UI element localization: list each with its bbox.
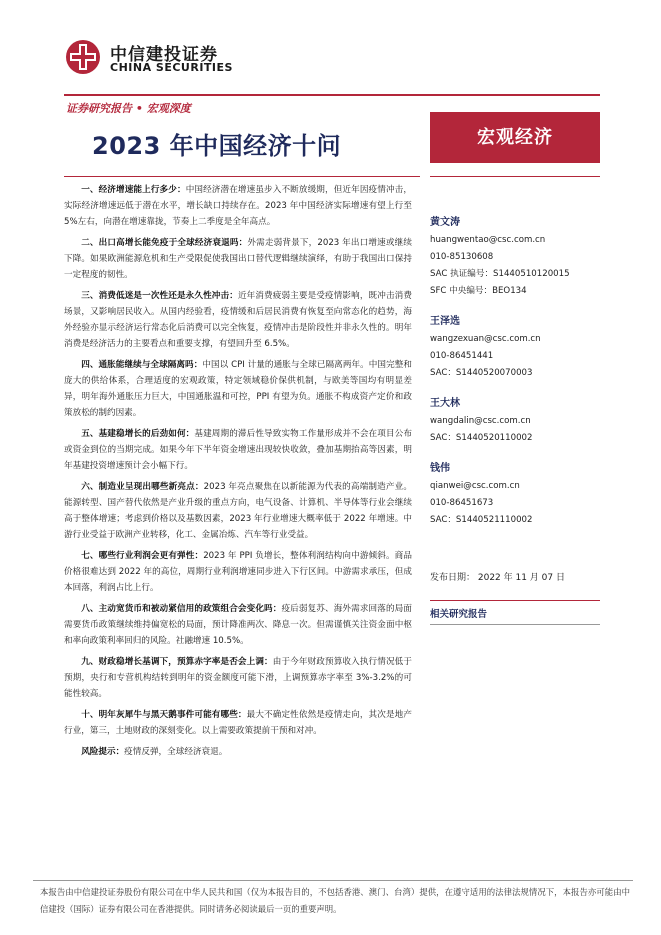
related-reports-heading: 相关研究报告 [430, 609, 488, 620]
summary-paragraph [64, 235, 412, 283]
author-name: 王泽选 [430, 316, 460, 327]
paragraph-body: 近年消费疲弱主要是受疫情影响，既冲击消费场景，又影响居民收入。从国内经验看，疫情缓和后居民消费有恢复至向常态化的趋势，海外经验亦显示经济运行常态化后消费可以完全恢复，疫情冲击是阶段性并非永久性的。明年消费是经济活力的主要看点和重要支撑，有望回升至 6.5%。 [64, 291, 412, 349]
paragraph-body: 中国经济潜在增速虽步入不断放缓期，但近年因疫情冲击，实际经济增速远低于潜在水平，增长缺口持续存在。2023 年中国经济实际增速有望上行至 5%左右，向潜在增速靠拢，节奏上二季度是全年高点。 [64, 185, 412, 227]
paragraph-body: 最大不确定性依然是疫情走向，其次是地产行业，第三，土地财政的深刻变化。以上需要政策提前干预和对冲。 [64, 710, 412, 736]
header-divider [64, 94, 600, 96]
paragraph-lead: 十、明年灰犀牛与黑天鹅事件可能有哪些： [81, 710, 247, 720]
author-email[interactable]: huangwentao@csc.com.cn [430, 235, 546, 245]
author-sfc: SFC 中央编号：BEO134 [430, 286, 527, 296]
author-sac: SAC 执证编号：S1440510120015 [430, 269, 570, 279]
logo-mark-icon [64, 38, 102, 76]
paragraph-body: 由于今年财政预算收入执行情况低于预期，央行和专营机构结转到明年的资金额度可能下滑，上调预算赤字率至 3%-3.2%的可能性较高。 [64, 657, 412, 699]
paragraph-lead: 三、消费低迷是一次性还是永久性冲击： [81, 291, 238, 301]
paragraph-lead: 四、通胀能继续与全球隔离吗： [81, 360, 203, 370]
footer-divider [33, 880, 633, 881]
company-logo [64, 38, 254, 78]
author-sac: SAC：S1440520070003 [430, 368, 533, 378]
content-divider [64, 176, 420, 177]
author-name: 王大林 [430, 398, 460, 409]
author-phone: 010-86451673 [430, 498, 494, 508]
sidebar-divider [430, 176, 600, 177]
summary-paragraph [64, 288, 412, 352]
author-phone: 010-85130608 [430, 252, 494, 262]
paragraph-body: 中国以 CPI 计量的通胀与全球已隔离两年。中国完整和庞大的供给体系，合理适度的宏观政策，特定领域稳价保供机制，与欧美等国均有明显差异，明年海外通胀压力巨大，中国通胀温和可控，PPI 有望为负。通胀不构成资产定价和政策放松的制约因素。 [64, 360, 412, 418]
author-email[interactable]: qianwei@csc.com.cn [430, 481, 520, 491]
summary-content [64, 182, 412, 765]
category-banner [430, 112, 600, 163]
author-sac: SAC：S1440521110002 [430, 515, 533, 525]
disclaimer-footer: 本报告由中信建投证券股份有限公司在中华人民共和国（仅为本报告目的，不包括香港、澳门、台湾）提供，在遵守适用的法律法规情况下，本报告亦可能由中信建投（国际）证券有限公司在香港提供。同时请务必阅读最后一页的重要声明。 [40, 887, 630, 914]
summary-paragraph [64, 357, 412, 421]
paragraph-lead: 七、哪些行业利润会更有弹性： [81, 551, 204, 561]
author-email[interactable]: wangzexuan@csc.com.cn [430, 334, 541, 344]
author-card [430, 460, 600, 529]
paragraph-lead: 一、经济增速能上行多少： [81, 185, 186, 195]
related-divider-top [430, 600, 600, 601]
paragraph-body: 2023 年亮点聚焦在以新能源为代表的高端制造产业。能源转型、国产替代依然是产业升级的重点方向，电气设备、计算机、半导体等行业会继续高于整体增速；考虑到价格以及基数因素，2023 年行业增速大概率低于 2022 年增速。中游行业受益于欧洲产业转移，化工、金属冶炼、汽车等行业受益。 [64, 482, 412, 540]
author-sac: SAC：S1440520110002 [430, 433, 533, 443]
paragraph-lead: 二、出口高增长能免疫于全球经济衰退吗： [81, 238, 248, 248]
paragraph-body: 基建周期的滞后性导致实物工作量形成并不会在项目公布或资金到位的当期完成。如果今年下半年资金增速出现较快收敛，叠加基期抬高等因素，明年基建投资增速预计会小幅下行。 [64, 429, 412, 471]
paragraph-lead: 五、基建稳增长的后劲如何： [81, 429, 195, 439]
paragraph-body: 疫后弱复苏、海外需求回落的局面需要货币政策继续维持偏宽松的局面，预计降准两次、降息一次。但需谨慎关注资金面中枢和率向政策利率回归的风险。社融增速 10.5%。 [64, 604, 412, 646]
paragraph-lead: 九、财政稳增长基调下，预算赤字率是否会上调： [81, 657, 273, 667]
summary-paragraph [64, 548, 412, 596]
category-label: 宏观经济 [477, 127, 553, 148]
report-subtitle: 证券研究报告 • 宏观深度 [66, 102, 191, 115]
paragraph-body: 外需走弱背景下，2023 年出口增速或继续下降。如果欧洲能源危机和生产受限促使我国出口替代逻辑继续演绎，有助于我国出口保持一定程度的韧性。 [64, 238, 412, 280]
paragraph-lead: 六、制造业呈现出哪些新亮点： [81, 482, 204, 492]
summary-paragraph [64, 654, 412, 702]
author-phone: 010-86451441 [430, 351, 494, 361]
summary-paragraph [64, 426, 412, 474]
author-name: 钱伟 [430, 463, 450, 474]
paragraph-lead: 风险提示： [81, 747, 125, 757]
paragraph-body: 疫情反弹，全球经济衰退。 [124, 747, 228, 757]
publish-date: 发布日期： 2022 年 11 月 07 日 [430, 573, 565, 583]
author-name: 黄文涛 [430, 217, 460, 228]
author-card [430, 313, 600, 382]
paragraph-body: 2023 年 PPI 负增长，整体利润结构向中游倾斜。商品价格很难达到 2022 年的高位，周期行业利润增速同步进入下行区间。中游需求承压，但成本回落，利润占比上行。 [64, 551, 412, 593]
summary-paragraph [64, 479, 412, 543]
author-card [430, 214, 600, 300]
logo-text-cn: 中信建投证券 [110, 45, 218, 65]
report-title: 2023 年中国经济十问 [92, 132, 342, 160]
author-email[interactable]: wangdalin@csc.com.cn [430, 416, 531, 426]
risk-warning [64, 744, 412, 760]
author-card [430, 395, 600, 447]
summary-paragraph [64, 707, 412, 739]
summary-paragraph [64, 601, 412, 649]
logo-text-en: CHINA SECURITIES [110, 61, 233, 74]
author-list [430, 214, 600, 542]
paragraph-lead: 八、主动宽货币和被动紧信用的政策组合会变化吗： [81, 604, 282, 614]
related-divider-bottom [430, 624, 600, 625]
summary-paragraph [64, 182, 412, 230]
